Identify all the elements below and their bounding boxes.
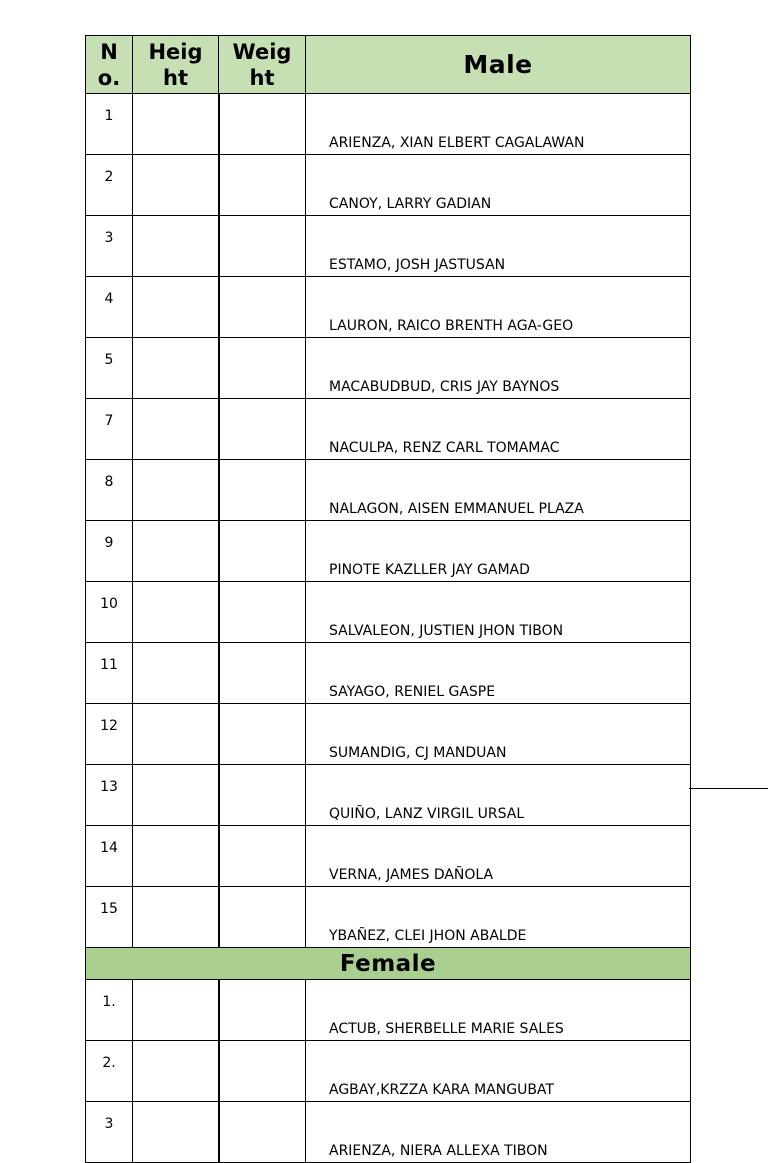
student-name: SALVALEON, JUSTIEN JHON TIBON: [306, 582, 691, 643]
height-cell[interactable]: [133, 460, 219, 521]
student-name: SAYAGO, RENIEL GASPE: [306, 643, 691, 704]
student-name: VERNA, JAMES DAÑOLA: [306, 826, 691, 887]
header-male: Male: [306, 36, 691, 94]
row-number: 2.: [86, 1041, 133, 1102]
height-cell[interactable]: [133, 582, 219, 643]
row-number: 3: [86, 1102, 133, 1163]
student-name: ACTUB, SHERBELLE MARIE SALES: [306, 980, 691, 1041]
male-row: [86, 521, 691, 582]
male-row: [86, 216, 691, 277]
row-number: 9: [86, 521, 133, 582]
row-number: 3: [86, 216, 133, 277]
student-name: ESTAMO, JOSH JASTUSAN: [306, 216, 691, 277]
female-row: [86, 980, 691, 1041]
student-name: NACULPA, RENZ CARL TOMAMAC: [306, 399, 691, 460]
student-name: ARIENZA, XIAN ELBERT CAGALAWAN: [306, 94, 691, 155]
weight-cell[interactable]: [219, 1041, 306, 1102]
student-name: YBAÑEZ, CLEI JHON ABALDE: [306, 887, 691, 948]
weight-cell[interactable]: [219, 643, 306, 704]
weight-cell[interactable]: [219, 980, 306, 1041]
male-row: [86, 460, 691, 521]
height-cell[interactable]: [133, 521, 219, 582]
row-number: 1: [86, 94, 133, 155]
student-name: PINOTE KAZLLER JAY GAMAD: [306, 521, 691, 582]
height-cell[interactable]: [133, 643, 219, 704]
male-row: [86, 826, 691, 887]
row-number: 14: [86, 826, 133, 887]
height-cell[interactable]: [133, 399, 219, 460]
row-number: 10: [86, 582, 133, 643]
weight-cell[interactable]: [219, 460, 306, 521]
male-row: [86, 643, 691, 704]
height-cell[interactable]: [133, 155, 219, 216]
weight-cell[interactable]: [219, 338, 306, 399]
female-heading: Female: [86, 948, 691, 980]
roster-table: [85, 35, 691, 1163]
female-row: [86, 1041, 691, 1102]
divider-line: [689, 788, 768, 789]
weight-cell[interactable]: [219, 765, 306, 826]
male-row: [86, 399, 691, 460]
student-name: LAURON, RAICO BRENTH AGA-GEO: [306, 277, 691, 338]
student-name: AGBAY,KRZZA KARA MANGUBAT: [306, 1041, 691, 1102]
height-cell[interactable]: [133, 704, 219, 765]
student-name: NALAGON, AISEN EMMANUEL PLAZA: [306, 460, 691, 521]
weight-cell[interactable]: [219, 582, 306, 643]
weight-cell[interactable]: [219, 826, 306, 887]
row-number: 7: [86, 399, 133, 460]
weight-cell[interactable]: [219, 1102, 306, 1163]
header-no: No.: [86, 36, 133, 94]
student-name: QUIÑO, LANZ VIRGIL URSAL: [306, 765, 691, 826]
header-weight: Weight: [219, 36, 306, 94]
male-row: [86, 704, 691, 765]
male-row: [86, 338, 691, 399]
student-name: CANOY, LARRY GADIAN: [306, 155, 691, 216]
header-row: [86, 36, 691, 94]
female-row: [86, 1102, 691, 1163]
height-cell[interactable]: [133, 887, 219, 948]
male-row: [86, 582, 691, 643]
row-number: 4: [86, 277, 133, 338]
height-cell[interactable]: [133, 765, 219, 826]
roster-sheet: [85, 35, 691, 1163]
row-number: 8: [86, 460, 133, 521]
height-cell[interactable]: [133, 216, 219, 277]
row-number: 13: [86, 765, 133, 826]
row-number: 12: [86, 704, 133, 765]
height-cell[interactable]: [133, 980, 219, 1041]
weight-cell[interactable]: [219, 704, 306, 765]
height-cell[interactable]: [133, 338, 219, 399]
student-name: MACABUDBUD, CRIS JAY BAYNOS: [306, 338, 691, 399]
header-height: Height: [133, 36, 219, 94]
height-cell[interactable]: [133, 277, 219, 338]
height-cell[interactable]: [133, 94, 219, 155]
height-cell[interactable]: [133, 1041, 219, 1102]
weight-cell[interactable]: [219, 155, 306, 216]
weight-cell[interactable]: [219, 277, 306, 338]
weight-cell[interactable]: [219, 94, 306, 155]
weight-cell[interactable]: [219, 887, 306, 948]
height-cell[interactable]: [133, 826, 219, 887]
male-row: [86, 155, 691, 216]
row-number: 1.: [86, 980, 133, 1041]
height-cell[interactable]: [133, 1102, 219, 1163]
row-number: 2: [86, 155, 133, 216]
student-name: ARIENZA, NIERA ALLEXA TIBON: [306, 1102, 691, 1163]
row-number: 5: [86, 338, 133, 399]
row-number: 11: [86, 643, 133, 704]
male-row: [86, 887, 691, 948]
female-section-row: [86, 948, 691, 980]
weight-cell[interactable]: [219, 399, 306, 460]
male-row: [86, 765, 691, 826]
male-row: [86, 277, 691, 338]
student-name: SUMANDIG, CJ MANDUAN: [306, 704, 691, 765]
male-row: [86, 94, 691, 155]
weight-cell[interactable]: [219, 521, 306, 582]
row-number: 15: [86, 887, 133, 948]
weight-cell[interactable]: [219, 216, 306, 277]
